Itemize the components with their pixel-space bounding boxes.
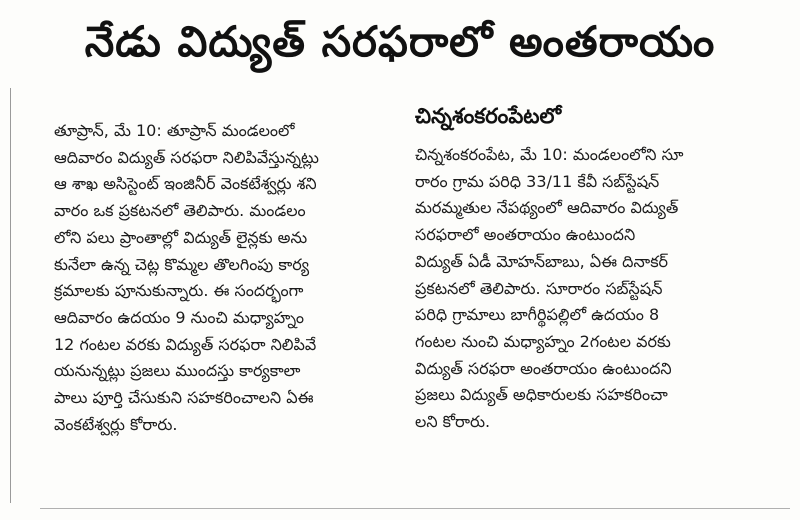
text-line: సరఫరాలో అంతరాయం ఉంటుందని [415, 225, 636, 245]
left-border-rule [10, 88, 11, 503]
text-line: ఆదివారం ఉదయం 9 నుంచి మధ్యాహ్నం [54, 307, 304, 327]
bottom-border-rule [40, 508, 790, 509]
right-column [415, 142, 775, 436]
text-line: క్రమాలకు పూనుకున్నారు. ఈ సందర్భంగా [54, 281, 304, 301]
text-line: ఆదివారం విద్యుత్ సరఫరా నిలిపివేస్తున్నట్లు [54, 147, 319, 167]
text-line: రారం గ్రామ పరిధి 33/11 కేవీ సబ్‌స్టేషన్ [415, 171, 660, 191]
text-line: పరిధి గ్రామాలు బాగీర్థిపల్లిలో ఉదయం 8 [415, 305, 660, 325]
text-line: ప్రకటనలో తెలిపారు. సూరారం సబ్‌స్టేషన్ [415, 278, 663, 298]
text-line: 12 గంటల వరకు విద్యుత్ సరఫరా నిలిపివే [54, 334, 317, 354]
article-headline: నేడు విద్యుత్ సరఫరాలో అంతరాయం [84, 17, 716, 66]
text-line: వారం ఒక ప్రకటనలో తెలిపారు. మండలం [54, 201, 306, 221]
text-line: పాలు పూర్తి చేసుకుని సహకరించాలని ఏఈ [54, 388, 314, 408]
sub-headline: చిన్నశంకరంపేటలో [415, 104, 562, 128]
text-line: వెంకటేశ్వర్లు కోరారు. [54, 414, 178, 434]
text-line: విద్యుత్ ఏడీ మోహన్‌బాబు, ఏఈ దినాకర్ [415, 251, 669, 271]
text-line: ఆ శాఖ అసిస్టెంట్ ఇంజినీర్ వెంకటేశ్వర్లు శని [54, 174, 317, 194]
text-line: విద్యుత్ సరఫరా అంతరాయం ఉంటుందని [415, 358, 672, 378]
text-line: యనున్నట్లు ప్రజలు ముందస్తు కార్యకాలా [54, 361, 301, 381]
left-column [54, 118, 384, 438]
text-line: గంటల నుంచి మధ్యాహ్నం 2గంటల వరకు [415, 331, 671, 351]
text-line: లోని పలు ప్రాంతాల్లో విద్యుత్ లైన్లకు అను [54, 227, 308, 247]
text-line: చిన్నశంకరంపేట, మే 10: మండలంలోని సూ [415, 145, 684, 164]
text-line: మరమ్మతుల నేపథ్యంలో ఆదివారం విద్యుత్ [415, 198, 679, 218]
text-line: తూప్రాన్, మే 10: తూప్రాన్ మండలంలో [54, 121, 295, 140]
text-line: ప్రజలు విద్యుత్ అధికారులకు సహకరించా [415, 385, 668, 405]
text-line: లని కోరారు. [415, 412, 491, 432]
text-line: కునేలా ఉన్న చెట్ల కొమ్మల తొలగింపు కార్య [54, 254, 310, 274]
